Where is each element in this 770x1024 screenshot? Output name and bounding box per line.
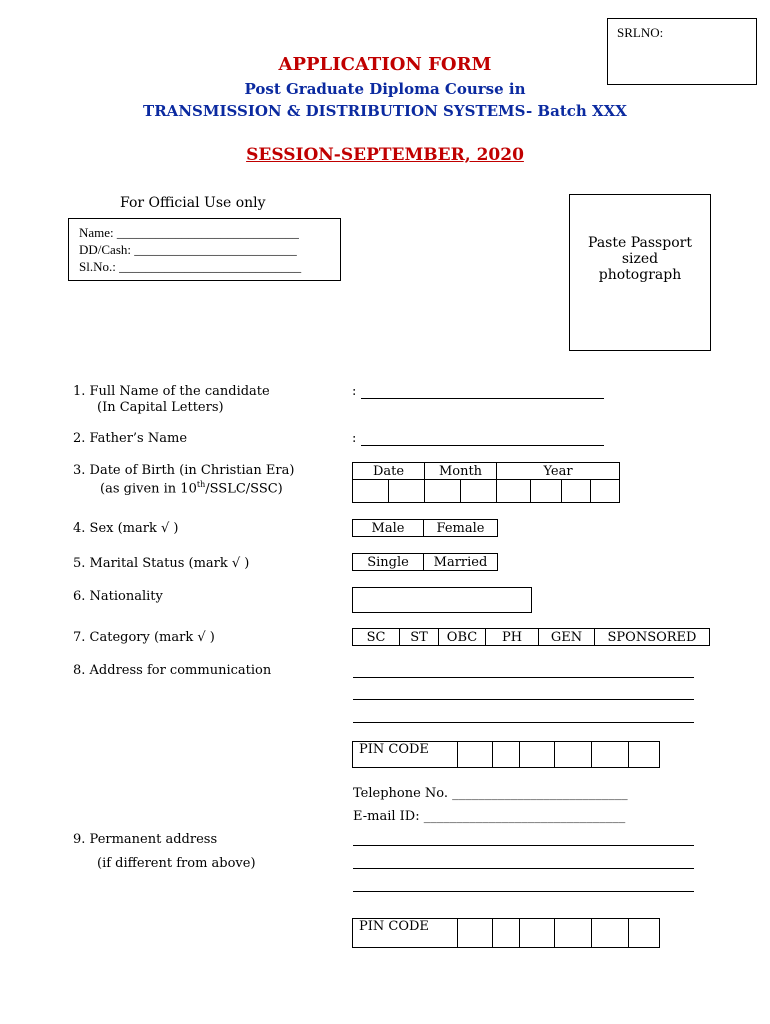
pin-cell[interactable]	[555, 742, 592, 768]
dob-cell[interactable]	[497, 480, 531, 503]
dob-cell[interactable]	[461, 480, 497, 503]
official-use-heading: For Official Use only	[120, 195, 266, 211]
field-nationality-label: 6. Nationality	[73, 589, 163, 604]
dob-cell[interactable]	[425, 480, 461, 503]
dob-grid	[352, 462, 620, 503]
field-permanent-address-sublabel: (if different from above)	[97, 856, 256, 871]
pin-cell[interactable]	[520, 919, 555, 948]
pin-cell[interactable]	[458, 919, 493, 948]
session-title: SESSION-SEPTEMBER, 2020	[246, 145, 524, 165]
permanent-address-line-3[interactable]	[353, 891, 694, 892]
address-line-3[interactable]	[353, 722, 694, 723]
marital-single-option[interactable]: Single	[353, 554, 424, 571]
pin-code-label: PIN CODE	[353, 742, 458, 768]
field-dob-sublabel	[100, 480, 283, 496]
dob-note-c: /SSLC/SSC)	[205, 481, 283, 497]
official-slno: Sl.No.: ____________________________	[79, 259, 302, 274]
marital-options	[352, 553, 498, 571]
category-st-option[interactable]: ST	[400, 629, 439, 646]
dob-cell[interactable]	[562, 480, 591, 503]
pin-code-label: PIN CODE	[353, 919, 458, 948]
photo-text-2: sized	[621, 251, 659, 267]
pin-code-grid	[352, 741, 660, 768]
permanent-pin-code-grid	[352, 918, 660, 948]
dob-cell[interactable]	[389, 480, 425, 503]
category-gen-option[interactable]: GEN	[539, 629, 595, 646]
telephone-field[interactable]: Telephone No. ___________________________	[353, 786, 628, 801]
full-name-input[interactable]	[361, 398, 604, 399]
course-line-2: TRANSMISSION & DISTRIBUTION SYSTEMS- Batch XXX	[143, 102, 627, 120]
marital-married-option[interactable]: Married	[424, 554, 498, 571]
dob-note-a: (as given in 10	[100, 481, 197, 497]
dob-date-header: Date	[353, 463, 425, 480]
pin-cell[interactable]	[592, 919, 629, 948]
pin-cell[interactable]	[458, 742, 493, 768]
colon: :	[352, 431, 357, 446]
official-name: Name: ____________________________	[79, 225, 299, 240]
dob-cell[interactable]	[531, 480, 562, 503]
field-sex-label: 4. Sex (mark √ )	[73, 521, 179, 536]
dob-month-header: Month	[425, 463, 497, 480]
sex-male-option[interactable]: Male	[353, 520, 424, 537]
sex-options	[352, 519, 498, 537]
address-line-2[interactable]	[353, 699, 694, 700]
field-dob-label: 3. Date of Birth (in Christian Era)	[73, 463, 295, 478]
course-line-1: Post Graduate Diploma Course in	[244, 80, 526, 98]
dob-cell[interactable]	[353, 480, 389, 503]
official-use-box	[68, 218, 341, 281]
field-marital-label: 5. Marital Status (mark √ )	[73, 556, 250, 571]
pin-cell[interactable]	[493, 742, 520, 768]
pin-cell[interactable]	[555, 919, 592, 948]
email-field[interactable]: E-mail ID: _______________________________	[353, 809, 626, 824]
category-sc-option[interactable]: SC	[353, 629, 400, 646]
photo-text-1: Paste Passport	[588, 235, 692, 251]
photo-box[interactable]	[569, 194, 711, 351]
address-line-1[interactable]	[353, 677, 694, 678]
category-sponsored-option[interactable]: SPONSORED	[595, 629, 710, 646]
dob-note-sup: th	[196, 480, 206, 489]
field-address-label: 8. Address for communication	[73, 663, 272, 678]
field-full-name-sublabel: (In Capital Letters)	[97, 400, 224, 415]
dob-cell[interactable]	[591, 480, 620, 503]
colon: :	[352, 384, 357, 399]
permanent-address-line-1[interactable]	[353, 845, 694, 846]
photo-text-3: photograph	[598, 267, 682, 283]
srlno-label: SRLNO:	[617, 25, 664, 40]
permanent-address-line-2[interactable]	[353, 868, 694, 869]
category-obc-option[interactable]: OBC	[439, 629, 486, 646]
form-title: APPLICATION FORM	[278, 54, 492, 75]
pin-cell[interactable]	[592, 742, 629, 768]
pin-cell[interactable]	[629, 919, 660, 948]
nationality-input[interactable]	[352, 587, 532, 613]
pin-cell[interactable]	[629, 742, 660, 768]
field-father-name-label: 2. Father’s Name	[73, 431, 188, 446]
category-ph-option[interactable]: PH	[486, 629, 539, 646]
pin-cell[interactable]	[520, 742, 555, 768]
field-category-label: 7. Category (mark √ )	[73, 630, 215, 645]
field-permanent-address-label: 9. Permanent address	[73, 832, 218, 847]
father-name-input[interactable]	[361, 445, 604, 446]
pin-cell[interactable]	[493, 919, 520, 948]
official-dd: DD/Cash: _________________________	[79, 242, 297, 257]
field-full-name-label: 1. Full Name of the candidate	[73, 384, 270, 399]
sex-female-option[interactable]: Female	[424, 520, 498, 537]
dob-year-header: Year	[497, 463, 620, 480]
category-options	[352, 628, 710, 646]
